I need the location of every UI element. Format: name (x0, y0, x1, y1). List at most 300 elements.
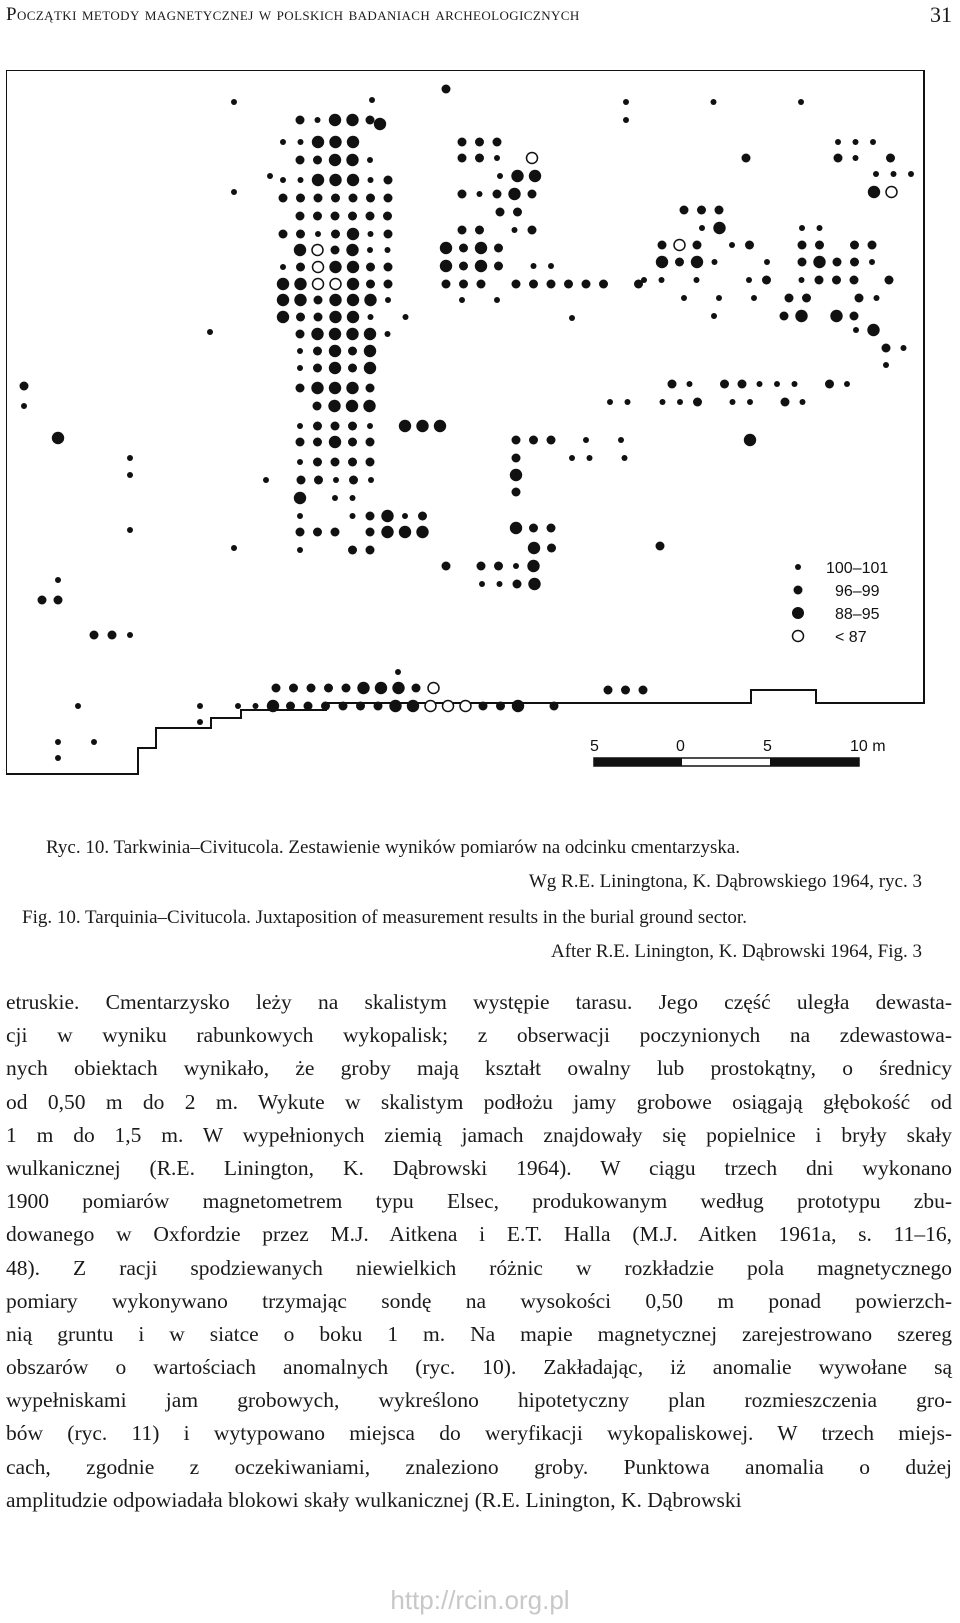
point-large (389, 700, 401, 712)
point-large (399, 420, 411, 432)
point-small (660, 399, 666, 405)
point-medium (321, 702, 330, 711)
point-small (569, 455, 575, 461)
point-large (528, 578, 540, 590)
point-medium (384, 194, 393, 203)
legend (792, 560, 888, 646)
body-line: nią gruntu i w siatce o boku 1 m. Na mapie magnetycznej zarejestrowano szereg (6, 1321, 952, 1346)
point-large (357, 682, 369, 694)
point-large (374, 118, 386, 130)
body-line: pomiary wykonywano trzymając sondę na wysokości 0,50 m ponad powierzch- (6, 1288, 952, 1313)
point-medium (494, 262, 503, 271)
legend-label-4: < 87 (835, 629, 867, 646)
point-small (297, 513, 303, 519)
scale-label-0: 0 (676, 738, 685, 755)
point-small (477, 191, 483, 197)
point-large (311, 382, 323, 394)
point-small (402, 513, 408, 519)
point-small (385, 297, 391, 303)
point-medium (366, 438, 375, 447)
point-medium (331, 528, 340, 537)
point-small (817, 225, 823, 231)
point-medium (668, 380, 677, 389)
point-large (347, 228, 359, 240)
point-small (332, 495, 338, 501)
point-medium (342, 684, 351, 693)
point-large (364, 294, 376, 306)
point-large (416, 420, 428, 432)
point-small (263, 477, 269, 483)
point-medium (547, 436, 556, 445)
point-medium (781, 398, 790, 407)
point-large (830, 310, 842, 322)
point-medium (366, 546, 375, 555)
point-medium (834, 154, 843, 163)
point-large (329, 294, 341, 306)
point-small (712, 259, 718, 265)
point-large (312, 136, 324, 148)
survey-map-svg (6, 70, 956, 810)
point-medium (798, 258, 807, 267)
point-small (235, 703, 241, 709)
point-medium (458, 138, 467, 147)
point-small (901, 345, 907, 351)
point-medium (550, 702, 559, 711)
scale-label-10m: 10 m (850, 738, 886, 755)
point-open (330, 279, 341, 290)
point-large (508, 188, 520, 200)
point-medium (882, 344, 891, 353)
point-small (659, 277, 665, 283)
point-large (364, 362, 376, 374)
point-medium (331, 230, 340, 239)
point-small (494, 155, 500, 161)
point-small (711, 313, 717, 319)
point-medium (366, 212, 375, 221)
body-line: bów (ryc. 11) i wytypowano miejsca do weryfikacji wykopaliskowej. W trzech miejs- (6, 1421, 952, 1446)
point-large (528, 542, 540, 554)
point-medium (832, 276, 841, 285)
legend-marker-medium (794, 586, 803, 595)
point-medium (349, 194, 358, 203)
point-small (844, 381, 850, 387)
point-small (207, 329, 213, 335)
point-medium (296, 263, 305, 272)
point-medium (512, 280, 521, 289)
point-small (774, 381, 780, 387)
point-medium (493, 190, 502, 199)
point-small (350, 513, 356, 519)
body-line: cach, zgodnie z oczekiwaniami, znaleziono groby. Punktowa anomalia o dużej (6, 1454, 952, 1479)
point-small (127, 527, 133, 533)
point-small (874, 295, 880, 301)
body-line: wypełniskami jam grobowych, wykreślono hipotetyczny plan rozmieszczenia gro- (6, 1388, 952, 1413)
point-medium (513, 208, 522, 217)
point-medium (314, 476, 323, 485)
point-small (618, 437, 624, 443)
point-medium (850, 276, 859, 285)
point-open (312, 245, 323, 256)
body-line: amplitudzie odpowiadała blokowi skały wulkanicznej (R.E. Linington, K. Dąbrowski (6, 1487, 742, 1512)
point-small (531, 263, 537, 269)
point-large (294, 492, 306, 504)
point-open (527, 153, 538, 164)
point-large (329, 136, 341, 148)
point-small (623, 117, 629, 123)
point-small (298, 177, 304, 183)
point-medium (296, 116, 305, 125)
point-small (513, 563, 519, 569)
point-small (350, 495, 356, 501)
point-medium (496, 702, 505, 711)
point-medium (833, 258, 842, 267)
point-medium (477, 562, 486, 571)
point-medium (20, 382, 29, 391)
point-medium (547, 544, 556, 553)
point-small (315, 231, 321, 237)
point-small (757, 381, 763, 387)
point-small (280, 264, 286, 270)
point-small (280, 177, 286, 183)
point-medium (475, 138, 484, 147)
point-small (21, 403, 27, 409)
point-small (548, 263, 554, 269)
point-medium (850, 241, 859, 250)
caption-pl-line-1: Ryc. 10. Tarkwinia–Civitucola. Zestawienie wyników pomiarów na odcinku cmentarzyska. (46, 837, 741, 858)
point-medium (477, 280, 486, 289)
point-medium (384, 230, 393, 239)
legend-marker-small (795, 564, 801, 570)
point-small (512, 227, 518, 233)
point-small (75, 703, 81, 709)
point-small (908, 171, 914, 177)
point-large (511, 170, 523, 182)
point-medium (307, 684, 316, 693)
point-medium (479, 702, 488, 711)
point-small (231, 99, 237, 105)
point-medium (745, 241, 754, 250)
body-line: wulkanicznej (R.E. Linington, K. Dąbrowski 1964). W ciągu trzech dni wykonano (6, 1155, 952, 1180)
point-small (873, 171, 879, 177)
point-medium (348, 438, 357, 447)
point-small (297, 459, 303, 465)
point-small (870, 139, 876, 145)
point-medium (54, 596, 63, 605)
point-large (375, 682, 387, 694)
point-large (52, 432, 64, 444)
point-small (883, 362, 889, 368)
point-small (280, 139, 286, 145)
point-large (868, 186, 880, 198)
point-small (800, 399, 806, 405)
caption-en-line-1: Fig. 10. Tarquinia–Civitucola. Juxtaposition of measurement results in the burial ground sector. (22, 907, 747, 928)
point-small (799, 277, 805, 283)
point-small (298, 139, 304, 145)
point-small (297, 365, 303, 371)
point-medium (366, 528, 375, 537)
point-small (367, 247, 373, 253)
legend-label-3: 88–95 (835, 606, 880, 623)
point-large (347, 294, 359, 306)
point-small (385, 331, 391, 337)
point-large (527, 560, 539, 572)
point-medium (742, 154, 751, 163)
body-line: 1 m do 1,5 m. W wypełnionych ziemią jamach znajdowały się popielnice i bryły skały (6, 1122, 952, 1147)
body-line: 48). Z racji spodziewanych niewielkich różnic w rozkładzie pola magnetycznego (6, 1255, 952, 1280)
point-medium (599, 280, 608, 289)
point-small (197, 703, 203, 709)
point-medium (412, 684, 421, 693)
point-medium (384, 263, 393, 272)
legend-marker-large (792, 607, 804, 619)
point-large (392, 682, 404, 694)
point-medium (715, 206, 724, 215)
point-open (313, 279, 324, 290)
point-medium (272, 684, 281, 693)
point-small (764, 259, 770, 265)
point-small (583, 437, 589, 443)
point-small (497, 581, 503, 587)
point-medium (442, 562, 451, 571)
point-small (297, 348, 303, 354)
point-medium (383, 212, 392, 221)
scale-bar-segment-3 (770, 758, 859, 766)
point-open (313, 262, 324, 273)
point-medium (680, 206, 689, 215)
point-medium (348, 364, 357, 373)
point-large (399, 526, 411, 538)
point-medium (621, 686, 630, 695)
point-medium (296, 384, 305, 393)
point-small (369, 97, 375, 103)
point-medium (384, 280, 393, 289)
point-medium (886, 154, 895, 163)
point-medium (296, 212, 305, 221)
point-medium (528, 190, 537, 199)
point-medium (279, 194, 288, 203)
body-line: od 0,50 m do 2 m. Wykute w skalistym podłożu jamy grobowe osiągają głębokość od (6, 1089, 952, 1114)
point-large (347, 311, 359, 323)
point-small (368, 314, 374, 320)
point-small (197, 719, 203, 725)
point-medium (494, 244, 503, 253)
point-medium (458, 190, 467, 199)
point-large (364, 345, 376, 357)
point-medium (296, 313, 305, 322)
point-medium (304, 702, 313, 711)
point-medium (785, 294, 794, 303)
point-medium (697, 206, 706, 215)
point-medium (528, 226, 537, 235)
point-large (328, 400, 340, 412)
point-small (853, 155, 859, 161)
point-large (329, 382, 341, 394)
point-large (656, 256, 668, 268)
survey-area-outline (6, 70, 924, 774)
point-medium (108, 631, 117, 640)
point-large (416, 526, 428, 538)
point-large (434, 420, 446, 432)
point-medium (493, 138, 502, 147)
point-small (747, 399, 753, 405)
point-medium (512, 454, 521, 463)
point-large (347, 174, 359, 186)
point-medium (442, 85, 451, 94)
point-medium (331, 422, 340, 431)
point-medium (366, 116, 375, 125)
point-large (347, 136, 359, 148)
point-medium (529, 280, 538, 289)
point-medium (286, 702, 295, 711)
caption-en-line-2: After R.E. Linington, K. Dąbrowski 1964, Fig. 3 (550, 941, 922, 962)
point-medium (658, 241, 667, 250)
point-medium (313, 212, 322, 221)
point-medium (348, 422, 357, 431)
point-medium (459, 244, 468, 253)
legend-marker-open (793, 631, 804, 642)
point-medium (458, 154, 467, 163)
point-medium (348, 458, 357, 467)
point-large (713, 222, 725, 234)
point-medium (693, 241, 702, 250)
running-title: Początki metody magnetycznej w polskich badaniach archeologicznych (6, 4, 580, 25)
point-medium (458, 226, 467, 235)
point-large (329, 261, 341, 273)
body-paragraph (6, 986, 952, 1517)
point-large (347, 278, 359, 290)
point-large (440, 242, 452, 254)
point-small (333, 477, 339, 483)
point-medium (802, 294, 811, 303)
legend-label-2: 96–99 (835, 583, 880, 600)
point-small (127, 632, 133, 638)
point-medium (366, 384, 375, 393)
point-small (385, 247, 391, 253)
point-small (869, 259, 875, 265)
point-large (363, 400, 375, 412)
point-large (346, 244, 358, 256)
point-large (329, 114, 341, 126)
point-medium (313, 156, 322, 165)
point-medium (296, 156, 305, 165)
point-medium (815, 241, 824, 250)
point-small (799, 225, 805, 231)
point-medium (313, 422, 322, 431)
point-medium (324, 684, 333, 693)
point-large (277, 311, 289, 323)
point-large (691, 256, 703, 268)
point-large (329, 362, 341, 374)
point-medium (366, 263, 375, 272)
body-line: obszarów o wartościach anomalnych (ryc. 10). Zakładając, iż anomalie wywołane są (6, 1355, 952, 1380)
point-medium (296, 194, 305, 203)
point-large (510, 469, 522, 481)
point-large (329, 345, 341, 357)
point-medium (720, 380, 729, 389)
point-medium (279, 230, 288, 239)
point-medium (366, 194, 375, 203)
point-medium (313, 402, 322, 411)
point-large (440, 260, 452, 272)
point-large (475, 242, 487, 254)
point-large (277, 294, 289, 306)
point-small (607, 399, 613, 405)
point-medium (850, 312, 859, 321)
point-small (315, 117, 321, 123)
scale-label-5-left: 5 (590, 738, 599, 755)
point-medium (656, 542, 665, 551)
point-medium (296, 230, 305, 239)
point-small (622, 455, 628, 461)
point-medium (314, 313, 323, 322)
point-small (55, 577, 61, 583)
point-small (853, 327, 859, 333)
point-large (311, 328, 323, 340)
point-medium (475, 226, 484, 235)
point-large (475, 260, 487, 272)
point-small (55, 755, 61, 761)
point-open (428, 683, 439, 694)
point-medium (582, 280, 591, 289)
point-medium (313, 458, 322, 467)
point-medium (459, 262, 468, 271)
point-small (623, 99, 629, 105)
point-large (277, 278, 289, 290)
point-medium (885, 276, 894, 285)
point-large (329, 174, 341, 186)
point-medium (675, 258, 684, 267)
point-small (395, 669, 401, 675)
point-medium (366, 458, 375, 467)
point-medium (313, 364, 322, 373)
point-small (479, 581, 485, 587)
point-small (677, 399, 683, 405)
point-small (891, 171, 897, 177)
point-small (403, 314, 409, 320)
point-small (716, 295, 722, 301)
point-small (699, 225, 705, 231)
point-medium (825, 380, 834, 389)
point-medium (349, 476, 358, 485)
point-small (729, 242, 735, 248)
measurement-points (20, 85, 915, 762)
point-large (364, 328, 376, 340)
point-small (231, 545, 237, 551)
point-small (55, 739, 61, 745)
point-large (529, 170, 541, 182)
point-small (746, 277, 752, 283)
point-large (381, 510, 393, 522)
point-medium (90, 631, 99, 640)
point-open (886, 187, 897, 198)
legend-label-1: 100–101 (826, 560, 889, 577)
point-medium (297, 476, 306, 485)
point-medium (313, 347, 322, 356)
scale-bar (590, 738, 886, 766)
point-medium (798, 241, 807, 250)
point-medium (331, 246, 340, 255)
point-small (368, 477, 374, 483)
point-medium (855, 294, 864, 303)
point-medium (356, 702, 365, 711)
point-small (297, 423, 303, 429)
point-large (407, 700, 419, 712)
point-small (625, 399, 631, 405)
point-large (329, 154, 341, 166)
body-line: nych obiektach wynikało, że groby mają kształt owalny lub prostokątny, o średnicy (6, 1056, 952, 1081)
point-medium (547, 524, 556, 533)
point-medium (459, 280, 468, 289)
